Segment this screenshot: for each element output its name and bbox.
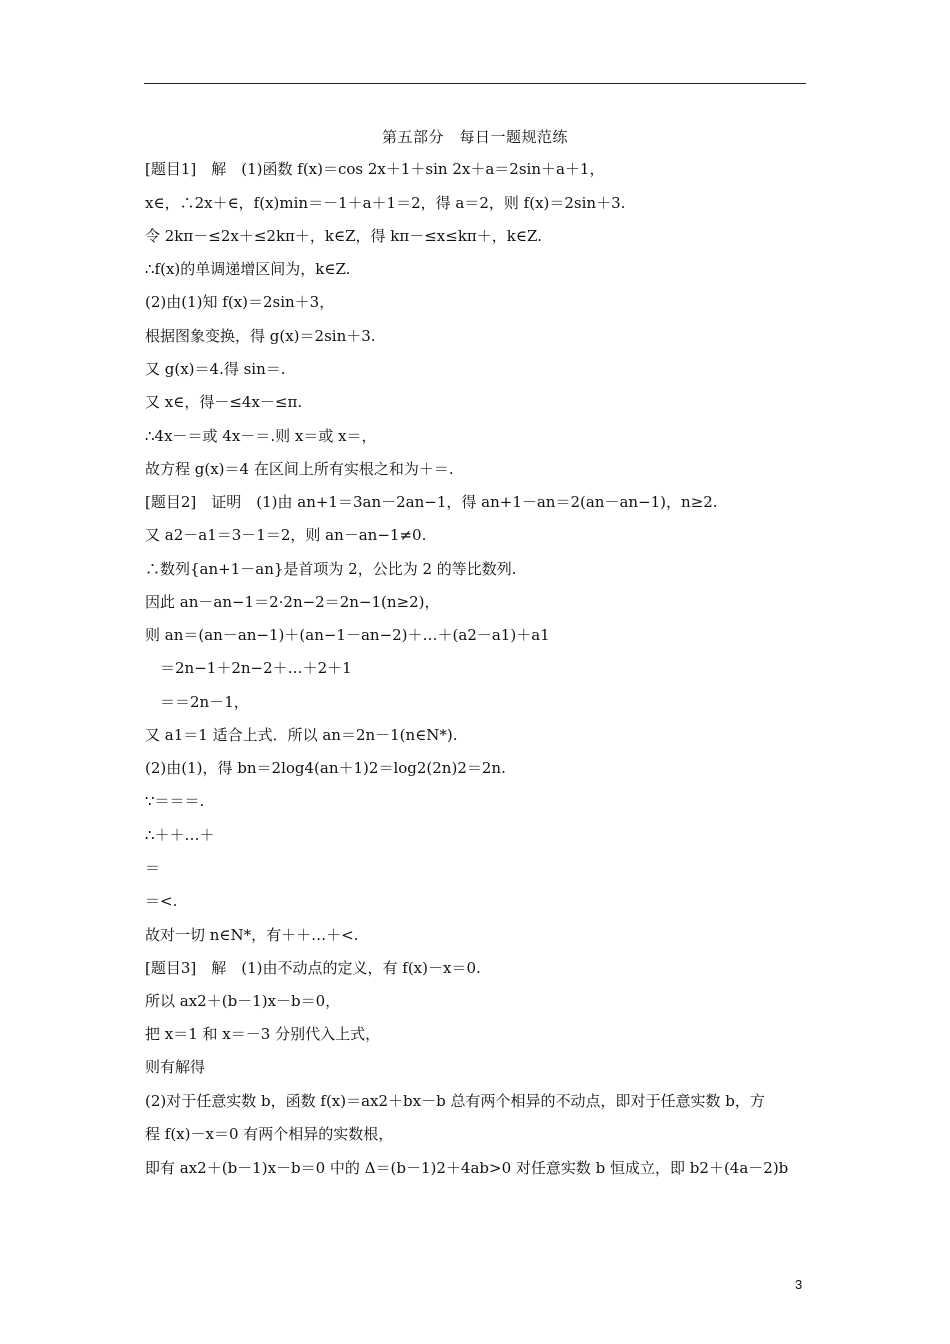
text-line: ＝2n−1＋2n−2＋…＋2＋1 xyxy=(145,659,352,677)
text-line: [题目1] 解 (1)函数 f(x)＝cos 2x＋1＋sin 2x＋a＝2sin＋a＋1， xyxy=(145,160,605,178)
text-line: ＝＝2n－1， xyxy=(145,693,249,711)
text-line: x∈，∴2x＋∈，f(x)min＝－1＋a＋1＝2，得 a＝2，则 f(x)＝2sin＋3. xyxy=(145,194,626,212)
text-line: [题目3] 解 (1)由不动点的定义，有 f(x)－x＝0. xyxy=(145,959,481,977)
text-line: [题目2] 证明 (1)由 an+1＝3an－2an−1，得 an+1－an＝2(an－an−1)，n≥2. xyxy=(145,493,718,511)
text-line: 则有解得 xyxy=(145,1058,206,1076)
text-line: 因此 an－an−1＝2·2n−2＝2n−1(n≥2)， xyxy=(145,593,440,611)
text-line: ∴4x－＝或 4x－＝.则 x＝或 x＝， xyxy=(145,427,377,445)
text-line: (2)由(1)，得 bn＝2log4(an＋1)2＝log2(2n)2＝2n. xyxy=(145,759,506,777)
text-line: 又 a1＝1 适合上式．所以 an＝2n－1(n∈N*). xyxy=(145,726,458,744)
text-line: 则 an＝(an－an−1)＋(an−1－an−2)＋…＋(a2－a1)＋a1 xyxy=(145,626,550,644)
page-number: 3 xyxy=(795,1277,803,1292)
text-line: 根据图象变换，得 g(x)＝2sin＋3. xyxy=(145,327,376,345)
text-line: ∴数列{an+1－an}是首项为 2，公比为 2 的等比数列. xyxy=(145,560,517,578)
text-line: (2)由(1)知 f(x)＝2sin＋3， xyxy=(145,293,335,311)
text-line: 程 f(x)－x＝0 有两个相异的实数根， xyxy=(145,1125,394,1143)
text-line: ＝<. xyxy=(145,892,178,910)
text-line: 令 2kπ－≤2x＋≤2kπ＋，k∈Z，得 kπ－≤x≤kπ＋，k∈Z. xyxy=(145,227,542,245)
text-line: 所以 ax2＋(b－1)x－b＝0， xyxy=(145,992,341,1010)
text-line: ∴＋＋…＋ xyxy=(145,826,215,844)
text-line: ＝ xyxy=(145,859,161,877)
text-line: (2)对于任意实数 b，函数 f(x)＝ax2＋bx－b 总有两个相异的不动点，即对于任意实数 b，方 xyxy=(145,1092,765,1110)
text-line: 故方程 g(x)＝4 在区间上所有实根之和为＋＝. xyxy=(145,460,454,478)
text-line: 故对一切 n∈N*，有＋＋…＋<. xyxy=(145,926,359,944)
text-line: 又 a2－a1＝3－1＝2，则 an－an−1≠0. xyxy=(145,526,427,544)
header-rule xyxy=(144,83,806,84)
text-line: ∵＝＝＝. xyxy=(145,792,205,810)
page-title: 第五部分 每日一题规范练 xyxy=(381,128,568,146)
text-line: 又 g(x)＝4.得 sin＝. xyxy=(145,360,286,378)
text-line: 即有 ax2＋(b－1)x－b＝0 中的 Δ＝(b－1)2＋4ab>0 对任意实数 b 恒成立，即 b2＋(4a－2)b xyxy=(145,1159,789,1177)
text-line: 把 x＝1 和 x＝－3 分别代入上式， xyxy=(145,1025,381,1043)
text-line: ∴f(x)的单调递增区间为，k∈Z. xyxy=(145,260,351,278)
text-line: 又 x∈，得－≤4x－≤π. xyxy=(145,393,303,411)
